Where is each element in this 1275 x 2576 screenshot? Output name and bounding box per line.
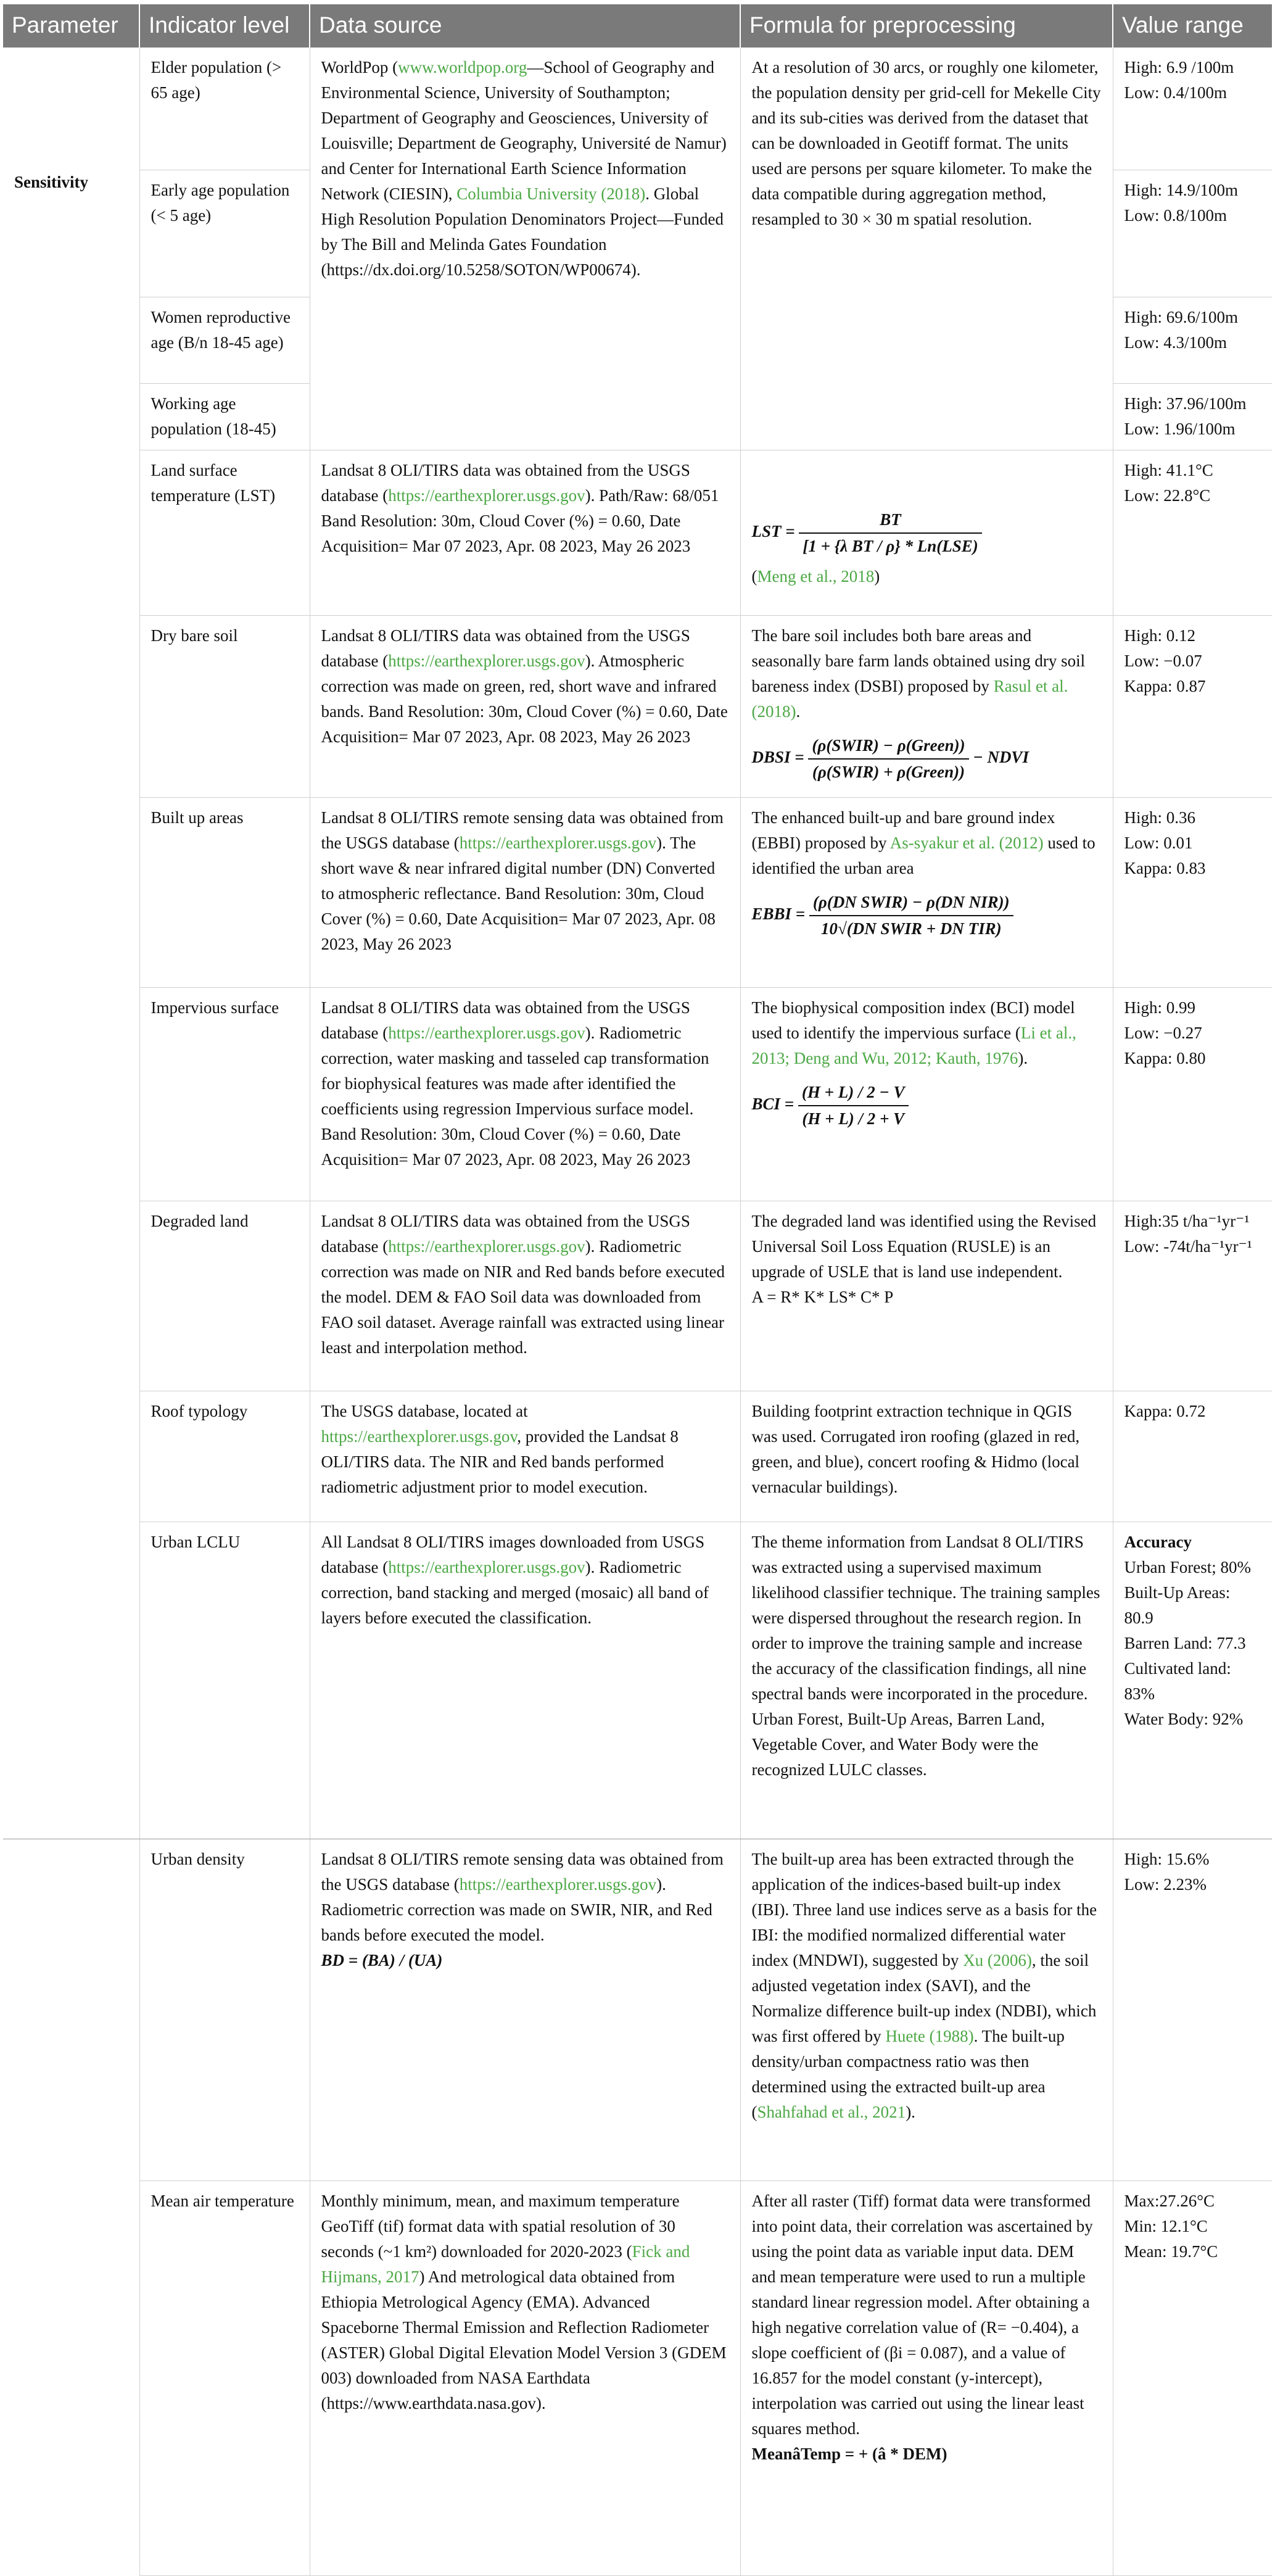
table-row xyxy=(3,797,1272,987)
parameter-cell xyxy=(3,48,139,170)
table-row xyxy=(3,1839,1272,2180)
data-source-cell: Landsat 8 OLI/TIRS data was obtained from the USGS database (https://earthexplorer.usgs.gov). Path/Raw: 68/051 Band Resolution: 30m, Cloud Cover (%) = 0.60, Date Acquisition= Mar 07 2023, Apr. 08 2023, May 26 2023 xyxy=(310,450,740,615)
header-indicator: Indicator level xyxy=(139,4,310,48)
formula-cell: The built-up area has been extracted through the application of the indices-based built-up index (IBI). Three land use indices serve as a basis for the IBI: the modified normalized differential water index (MNDWI), suggested by Xu (2006), the soil adjusted vegetation index (SAVI), and the Normalize difference built-up index (NDBI), which was first offered by Huete (1988). The built-up density/urban compactness ratio was then determined using the extracted built-up area (Shahfahad et al., 2021). xyxy=(740,1839,1113,2180)
source-link[interactable]: https://earthexplorer.usgs.gov xyxy=(388,651,585,670)
dbsi-formula: DBSI = $\frac{\text{(ρ(SWIR) − ρ(Green))}}{\text{(ρ(SWIR) + ρ(Green))}}$ − NDVI xyxy=(752,733,1102,785)
data-source-cell: Landsat 8 OLI/TIRS remote sensing data was obtained from the USGS database (https://earthexplorer.usgs.gov). Radiometric correction was made on SWIR, NIR, and Red bands before executed the model. BD = (BA) / (UA) xyxy=(310,1839,740,2180)
indicator-cell: Elder population (> 65 age) xyxy=(139,48,310,170)
formula-cell: The biophysical composition index (BCI) model used to identify the impervious surface (Li et al., 2013; Deng and Wu, 2012; Kauth, 1976). BCI = $\frac{(H + L) / 2 - V}{(H + L) / 2 + V}$ xyxy=(740,987,1113,1201)
rusle-formula: A = R* K* LS* C* P xyxy=(751,1287,894,1306)
citation-link[interactable]: Columbia University (2018) xyxy=(456,184,646,203)
indicator-cell: Urban density xyxy=(139,1839,310,2180)
indicator-cell: Mean air temperature xyxy=(139,2180,310,2575)
indicator-cell: Dry bare soil xyxy=(139,615,310,797)
value-cell: High: 41.1°C Low: 22.8°C xyxy=(1113,450,1272,615)
citation-link[interactable]: Fick and Hijmans, 2017 xyxy=(321,2242,690,2286)
table-row xyxy=(3,615,1272,797)
header-formula: Formula for preprocessing xyxy=(740,4,1113,48)
citation-link[interactable]: Li et al., 2013; Deng and Wu, 2012; Kauth, 1976 xyxy=(751,1023,1076,1067)
indicator-cell: Early age population (< 5 age) xyxy=(139,170,310,297)
value-cell: Max:27.26°C Min: 12.1°C Mean: 19.7°C xyxy=(1113,2180,1272,2575)
value-cell: High: 6.9 /100m Low: 0.4/100m xyxy=(1113,48,1272,170)
data-source-cell: All Landsat 8 OLI/TIRS images downloaded from USGS database (https://earthexplorer.usgs.gov). Radiometric correction, band stacking and merged (mosaic) all band of layers before executed the classification. xyxy=(310,1522,740,1839)
source-link[interactable]: https://earthexplorer.usgs.gov xyxy=(459,833,657,852)
indicator-cell: Women reproductive age (B/n 18-45 age) xyxy=(139,297,310,383)
source-link[interactable]: https://earthexplorer.usgs.gov xyxy=(321,1427,518,1446)
value-cell: High: 0.36 Low: 0.01 Kappa: 0.83 xyxy=(1113,797,1272,987)
formula-cell: The degraded land was identified using the Revised Universal Soil Loss Equation (RUSLE) is an upgrade of USLE that is land use independent. A = R* K* LS* C* P xyxy=(740,1201,1113,1391)
formula-cell: LST = $\frac{BT}{\text{[1 + \{λ BT / ρ\} * Ln(LSE)}}$ (Meng et al., 2018) xyxy=(740,450,1113,615)
indicator-cell: Impervious surface xyxy=(139,987,310,1201)
value-cell: High: 15.6% Low: 2.23% xyxy=(1113,1839,1272,2180)
data-source-cell: Landsat 8 OLI/TIRS data was obtained from the USGS database (https://earthexplorer.usgs.gov). Radiometric correction, water masking and tasseled cap transformation for biophysical features was made after identified the coefficients using regression Impervious surface model. Band Resolution: 30m, Cloud Cover (%) = 0.60, Date Acquisition= Mar 07 2023, Apr. 08 2023, May 26 2023 xyxy=(310,987,740,1201)
formula-cell: The bare soil includes both bare areas and seasonally bare farm lands obtained using dry soil bareness index (DSBI) proposed by Rasul et al. (2018). DBSI = $\frac{\text{(ρ(SWIR) − ρ(Green))}}{\text{(ρ(SWIR) + ρ(Green))}}$ − NDVI xyxy=(740,615,1113,797)
formula-cell: At a resolution of 30 arcs, or roughly one kilometer, the population density per grid-cell for Mekelle City and its sub-cities was derived from the dataset that can be downloaded in Geotiff format. The units used are persons per square kilometer. To make the data compatible during aggregation method, resampled to 30 × 30 m spatial resolution. xyxy=(740,48,1113,450)
value-cell: High: 0.99 Low: −0.27 Kappa: 0.80 xyxy=(1113,987,1272,1201)
header-value-range: Value range xyxy=(1113,4,1272,48)
bd-formula: BD = (BA) / (UA) xyxy=(321,1950,443,1969)
citation-link[interactable]: Rasul et al. (2018) xyxy=(751,676,1068,721)
table-row xyxy=(3,2180,1272,2575)
data-source-cell: Landsat 8 OLI/TIRS remote sensing data was obtained from the USGS database (https://earthexplorer.usgs.gov). The short wave & near infrared digital number (DN) Converted to atmospheric reflectance. Band Resolution: 30m, Cloud Cover (%) = 0.60, Date Acquisition= Mar 07 2023, Apr. 08 2023, May 26 2023 xyxy=(310,797,740,987)
formula-cell: After all raster (Tiff) format data were transformed into point data, their correlation was ascertained by using the point data as variable input data. DEM and mean temperature were used to run a multiple standard linear regression model. After obtaining a high negative correlation value of (R= −0.404), a slope coefficient of (βi = 0.087), and a value of 16.857 for the model constant (y-intercept), interpolation was carried out using the linear least squares method. MeanâTemp = + (â * DEM) xyxy=(740,2180,1113,2575)
table-row xyxy=(3,48,1272,170)
formula-cell: The theme information from Landsat 8 OLI/TIRS was extracted using a supervised maximum likelihood classifier technique. The training samples were dispersed throughout the research region. In order to improve the training sample and increase the accuracy of the classification findings, all nine spectral bands were incorporated in the procedure. Urban Forest, Built-Up Areas, Barren Land, Vegetable Cover, and Water Body were the recognized LULC classes. xyxy=(740,1522,1113,1839)
citation-link[interactable]: Xu (2006) xyxy=(963,1950,1032,1969)
source-link[interactable]: www.worldpop.org xyxy=(398,58,527,77)
data-source-cell: Landsat 8 OLI/TIRS data was obtained from the USGS database (https://earthexplorer.usgs.gov). Radiometric correction was made on NIR and Red bands before executed the model. DEM & FAO Soil data was downloaded from FAO soil dataset. Average rainfall was extracted using linear least and interpolation method. xyxy=(310,1201,740,1391)
indicator-cell: Roof typology xyxy=(139,1391,310,1522)
bci-formula: BCI = $\frac{(H + L) / 2 - V}{(H + L) / 2 + V}$ xyxy=(752,1080,1102,1132)
parameter-sensitivity: Sensitivity xyxy=(14,173,89,191)
citation-link[interactable]: Huete (1988) xyxy=(885,2026,974,2045)
indicator-cell: Urban LCLU xyxy=(139,1522,310,1839)
source-link[interactable]: https://earthexplorer.usgs.gov xyxy=(388,1557,585,1576)
header-row xyxy=(3,4,1272,48)
value-cell: High:35 t/ha⁻¹yr⁻¹ Low: -74t/ha⁻¹yr⁻¹ xyxy=(1113,1201,1272,1391)
source-link[interactable]: https://earthexplorer.usgs.gov xyxy=(388,1023,585,1042)
source-link[interactable]: https://earthexplorer.usgs.gov xyxy=(388,486,585,505)
table-row xyxy=(3,987,1272,1201)
indicator-cell: Built up areas xyxy=(139,797,310,987)
value-cell: High: 0.12 Low: −0.07 Kappa: 0.87 xyxy=(1113,615,1272,797)
indicator-cell: Degraded land xyxy=(139,1201,310,1391)
data-source-cell: The USGS database, located at https://earthexplorer.usgs.gov, provided the Landsat 8 OLI/TIRS data. The NIR and Red bands performed radiometric adjustment prior to model execution. xyxy=(310,1391,740,1522)
indicator-cell: Land surface temperature (LST) xyxy=(139,450,310,615)
formula-cell: Building footprint extraction technique in QGIS was used. Corrugated iron roofing (glazed in red, green, and blue), concert roofing & Hidmo (local vernacular buildings). xyxy=(740,1391,1113,1522)
citation-link[interactable]: Meng et al., 2018 xyxy=(757,566,875,586)
value-cell: High: 37.96/100m Low: 1.96/100m xyxy=(1113,383,1272,450)
source-link[interactable]: https://earthexplorer.usgs.gov xyxy=(388,1236,585,1256)
table-row xyxy=(3,450,1272,615)
value-cell: Accuracy Urban Forest; 80% Built-Up Areas: 80.9 Barren Land: 77.3 Cultivated land: 83% Water Body: 92% xyxy=(1113,1522,1272,1839)
citation-link[interactable]: As-syakur et al. (2012) xyxy=(889,833,1044,852)
lst-formula: LST = $\frac{BT}{\text{[1 + \{λ BT / ρ\} * Ln(LSE)}}$ xyxy=(752,507,1102,559)
data-source-cell: Landsat 8 OLI/TIRS data was obtained from the USGS database (https://earthexplorer.usgs.gov). Atmospheric correction was made on green, red, short wave and infrared bands. Band Resolution: 30m, Cloud Cover (%) = 0.60, Date Acquisition= Mar 07 2023, Apr. 08 2023, May 26 2023 xyxy=(310,615,740,797)
value-cell: High: 14.9/100m Low: 0.8/100m xyxy=(1113,170,1272,297)
indicator-cell: Working age population (18-45) xyxy=(139,383,310,450)
data-source-cell: WorldPop (www.worldpop.org—School of Geography and Environmental Science, University of Southampton; Department of Geography and Geosciences, University of Louisville; Department de Geography, Université de Namur) and Center for International Earth Science Information Network (CIESIN), Columbia University (2018). Global High Resolution Population Denominators Project—Funded by The Bill and Melinda Gates Foundation (https://dx.doi.org/10.5258/SOTON/WP00674). xyxy=(310,48,740,450)
table-row xyxy=(3,1522,1272,1839)
table-row xyxy=(3,1201,1272,1391)
data-table xyxy=(3,4,1272,2576)
header-parameter: Parameter xyxy=(3,4,139,48)
header-data-source: Data source xyxy=(310,4,740,48)
table-row xyxy=(3,1391,1272,1522)
value-cell: Kappa: 0.72 xyxy=(1113,1391,1272,1522)
temp-formula: MeanâTemp = + (â * DEM) xyxy=(751,2444,947,2463)
citation-link[interactable]: Shahfahad et al., 2021 xyxy=(757,2102,906,2121)
source-link[interactable]: https://earthexplorer.usgs.gov xyxy=(459,1874,657,1894)
formula-cell: The enhanced built-up and bare ground index (EBBI) proposed by As-syakur et al. (2012) used to identified the urban area EBBI = $\frac{\text{(ρ(DN SWIR) − ρ(DN NIR))}}{\text{10√(DN SWIR + DN TIR)}}$ xyxy=(740,797,1113,987)
data-source-cell: Monthly minimum, mean, and maximum temperature GeoTiff (tif) format data with spatial resolution of 30 seconds (~1 km²) downloaded for 2020-2023 (Fick and Hijmans, 2017) And metrological data obtained from Ethiopia Metrological Agency (EMA). Advanced Spaceborne Thermal Emission and Reflection Radiometer (ASTER) Global Digital Elevation Model Version 3 (GDEM 003) downloaded from NASA Earthdata (https://www.earthdata.nasa.gov). xyxy=(310,2180,740,2575)
value-cell: High: 69.6/100m Low: 4.3/100m xyxy=(1113,297,1272,383)
ebbi-formula: EBBI = $\frac{\text{(ρ(DN SWIR) − ρ(DN NIR))}}{\text{10√(DN SWIR + DN TIR)}}$ xyxy=(752,890,1102,942)
